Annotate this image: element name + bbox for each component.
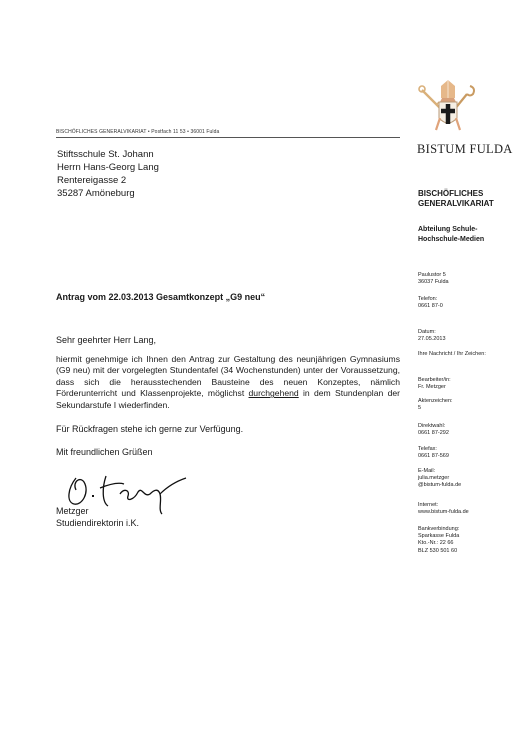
sidebar-direct-dial [418, 423, 449, 437]
sidebar-date [418, 329, 446, 343]
followup-sentence: Für Rückfragen stehe ich gerne zur Verfügung. [56, 424, 244, 434]
recipient-line: Stiftsschule St. Johann [57, 149, 154, 160]
direct-dial-value: 0661 87-292 [418, 430, 449, 437]
sidebar-address [418, 272, 449, 286]
phone-value: 0661 87-0 [418, 303, 443, 310]
direct-dial-label: Direktwahl: [418, 423, 446, 429]
bank-line: Kto.-Nr.: 22 66 [418, 540, 454, 547]
web-value: www.bistum-fulda.de [418, 509, 469, 516]
file-value: 5 [418, 405, 422, 412]
bank-label: Bankverbindung: [418, 526, 460, 532]
web-label: Internet: [418, 502, 439, 508]
body-text-part: hiermit genehmige ich Ihnen den Antrag zur Gestaltung des neunjährigen Gymnasiums (G9 neu) mit der vorgelegten Stundentafel (34 Wochenstunden) unter der Voraussetzung, dass sich die herausstechenden Bausteine des neuen Konzeptes, nämlich Förderunterricht und Klassenprojekte, möglichst [56, 354, 400, 399]
sidebar-fax [418, 446, 449, 460]
date-value: 27.05.2013 [418, 336, 446, 343]
bank-line: Sparkasse Fulda [418, 533, 460, 540]
organization-name-line: BISCHÖFLICHES [418, 189, 484, 198]
bishop-mitre-crest-icon [418, 78, 478, 134]
organization-name-line: GENERALVIKARIAT [418, 199, 494, 208]
sidebar-phone [418, 296, 443, 310]
recipient-line: Rentereigasse 2 [57, 175, 127, 186]
sidebar-handler [418, 377, 451, 391]
sidebar-bank [418, 526, 459, 555]
sidebar-file-number [418, 398, 453, 412]
bank-line: BLZ 530 501 60 [418, 547, 458, 554]
phone-label: Telefon: [418, 296, 438, 302]
letter-body [56, 354, 400, 411]
recipient-address [57, 148, 159, 200]
handler-value: Fr. Metzger [418, 384, 446, 391]
body-text-part: in dem Stundenplan der Sekundarstufe I wiederfinden. [56, 388, 400, 410]
letterhead-rule [56, 137, 400, 138]
signer-title: Studiendirektorin i.K. [56, 517, 140, 528]
fax-value: 0661 87-569 [418, 453, 449, 460]
closing-phrase: Mit freundlichen Grüßen [56, 447, 153, 457]
recipient-line: 35287 Amöneburg [57, 188, 135, 199]
sidebar-address-line: 36037 Fulda [418, 279, 449, 286]
sidebar-internet [418, 502, 469, 516]
date-label: Datum: [418, 329, 436, 335]
signer-name: Metzger [56, 506, 89, 516]
email-line: @bistum-fulda.de [418, 482, 462, 489]
file-label: Aktenzeichen: [418, 398, 453, 404]
department-line: Abteilung Schule- [418, 226, 478, 233]
signer-block [56, 506, 139, 529]
sidebar-reference [418, 351, 486, 358]
brand-name: BISTUM FULDA [417, 142, 513, 156]
letter-subject: Antrag vom 22.03.2013 Gesamtkonzept „G9 neu“ [56, 292, 266, 302]
salutation: Sehr geehrter Herr Lang, [56, 335, 157, 345]
department-name [418, 225, 484, 244]
reference-label: Ihre Nachricht / Ihr Zeichen: [418, 351, 486, 357]
sender-return-address: BISCHÖFLICHES GENERALVIKARIAT • Postfach 11 53 • 36001 Fulda [56, 129, 220, 135]
body-underlined-word: durchgehend [248, 388, 299, 399]
department-line: Hochschule-Medien [418, 235, 485, 243]
sidebar-email [418, 468, 461, 490]
recipient-line: Herrn Hans-Georg Lang [57, 162, 159, 173]
sidebar-address-line: Paulustor 5 [418, 272, 446, 278]
email-line: julia.metzger [418, 475, 450, 482]
handler-label: Bearbeiter/in: [418, 377, 451, 383]
organization-name [418, 189, 494, 209]
email-label: E-Mail: [418, 468, 436, 474]
fax-label: Telefax: [418, 446, 437, 452]
